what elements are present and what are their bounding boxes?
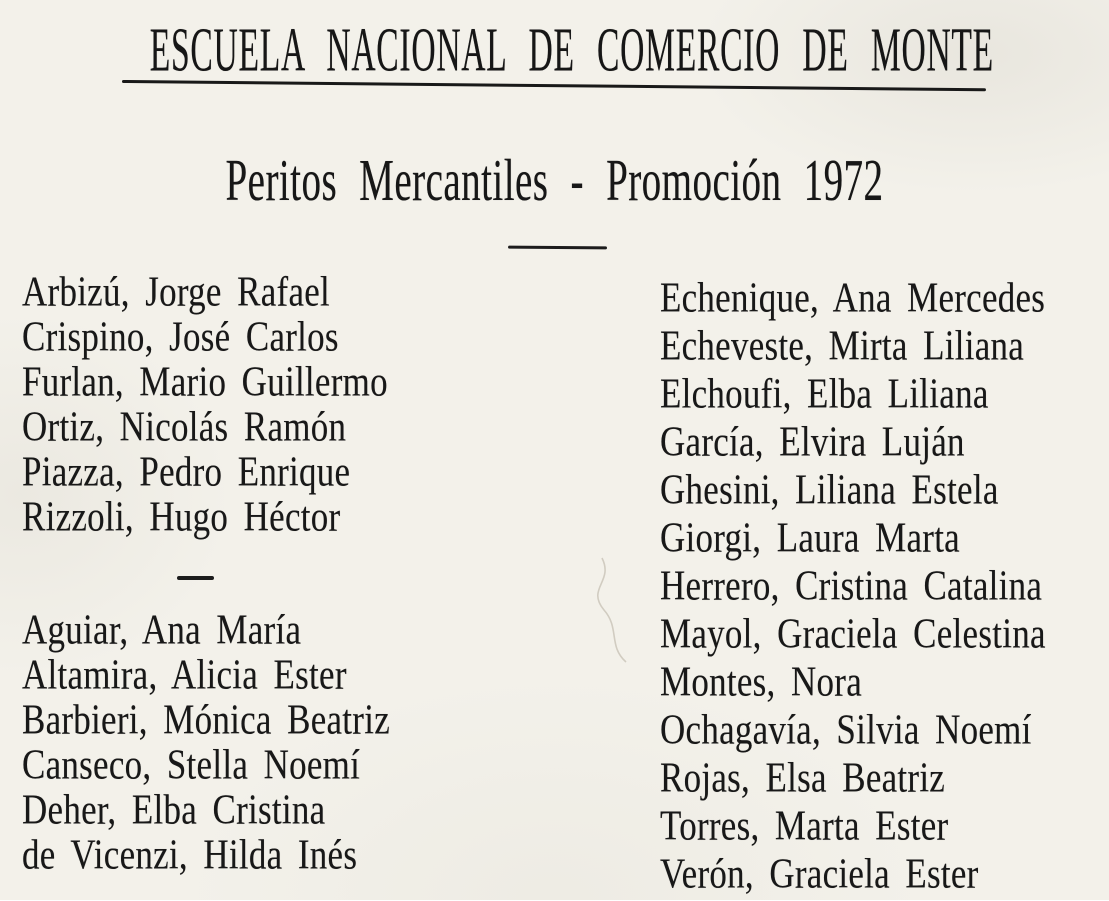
name-entry: Echenique, Ana Mercedes [660,274,1046,322]
name-entry: Giorgi, Laura Marta [660,514,960,562]
name-entry: Rizzoli, Hugo Héctor [22,493,341,541]
name-entry: Crispino, José Carlos [22,313,339,361]
group-divider-dash [177,576,214,580]
name-entry: Barbieri, Mónica Beatriz [22,696,390,744]
name-entry: Canseco, Stella Noemí [22,741,361,789]
name-entry: García, Elvira Luján [660,418,965,466]
name-entry: Torres, Marta Ester [660,802,949,850]
name-entry: Elchoufi, Elba Liliana [660,370,989,418]
roster-left-column [22,270,422,878]
name-entry: Herrero, Cristina Catalina [660,562,1043,610]
name-entry: Ochagavía, Silvia Noemí [660,706,1032,754]
page-subtitle: Peritos Mercantiles - Promoción 1972 [225,147,884,213]
subtitle-dash [508,246,607,250]
name-entry: Deher, Elba Cristina [22,786,326,834]
paper-crease-artifact [580,550,650,670]
name-entry: Rojas, Elsa Beatriz [660,754,946,802]
roster-right-column [660,274,1079,898]
name-entry: Mayol, Graciela Celestina [660,610,1046,658]
name-entry: Echeveste, Mirta Liliana [660,322,1025,370]
name-entry: Aguiar, Ana María [22,606,302,654]
name-entry: Montes, Nora [660,658,863,706]
name-entry: de Vicenzi, Hilda Inés [22,831,358,879]
name-entry: Verón, Graciela Ester [660,850,979,898]
page-title: ESCUELA NACIONAL DE COMERCIO DE MONTE [149,15,994,85]
name-entry: Altamira, Alicia Ester [22,651,347,699]
name-entry: Furlan, Mario Guillermo [22,358,388,406]
name-entry: Ortiz, Nicolás Ramón [22,403,347,451]
name-entry: Piazza, Pedro Enrique [22,448,351,496]
name-entry: Arbizú, Jorge Rafael [22,268,331,316]
name-entry: Ghesini, Liliana Estela [660,466,999,514]
